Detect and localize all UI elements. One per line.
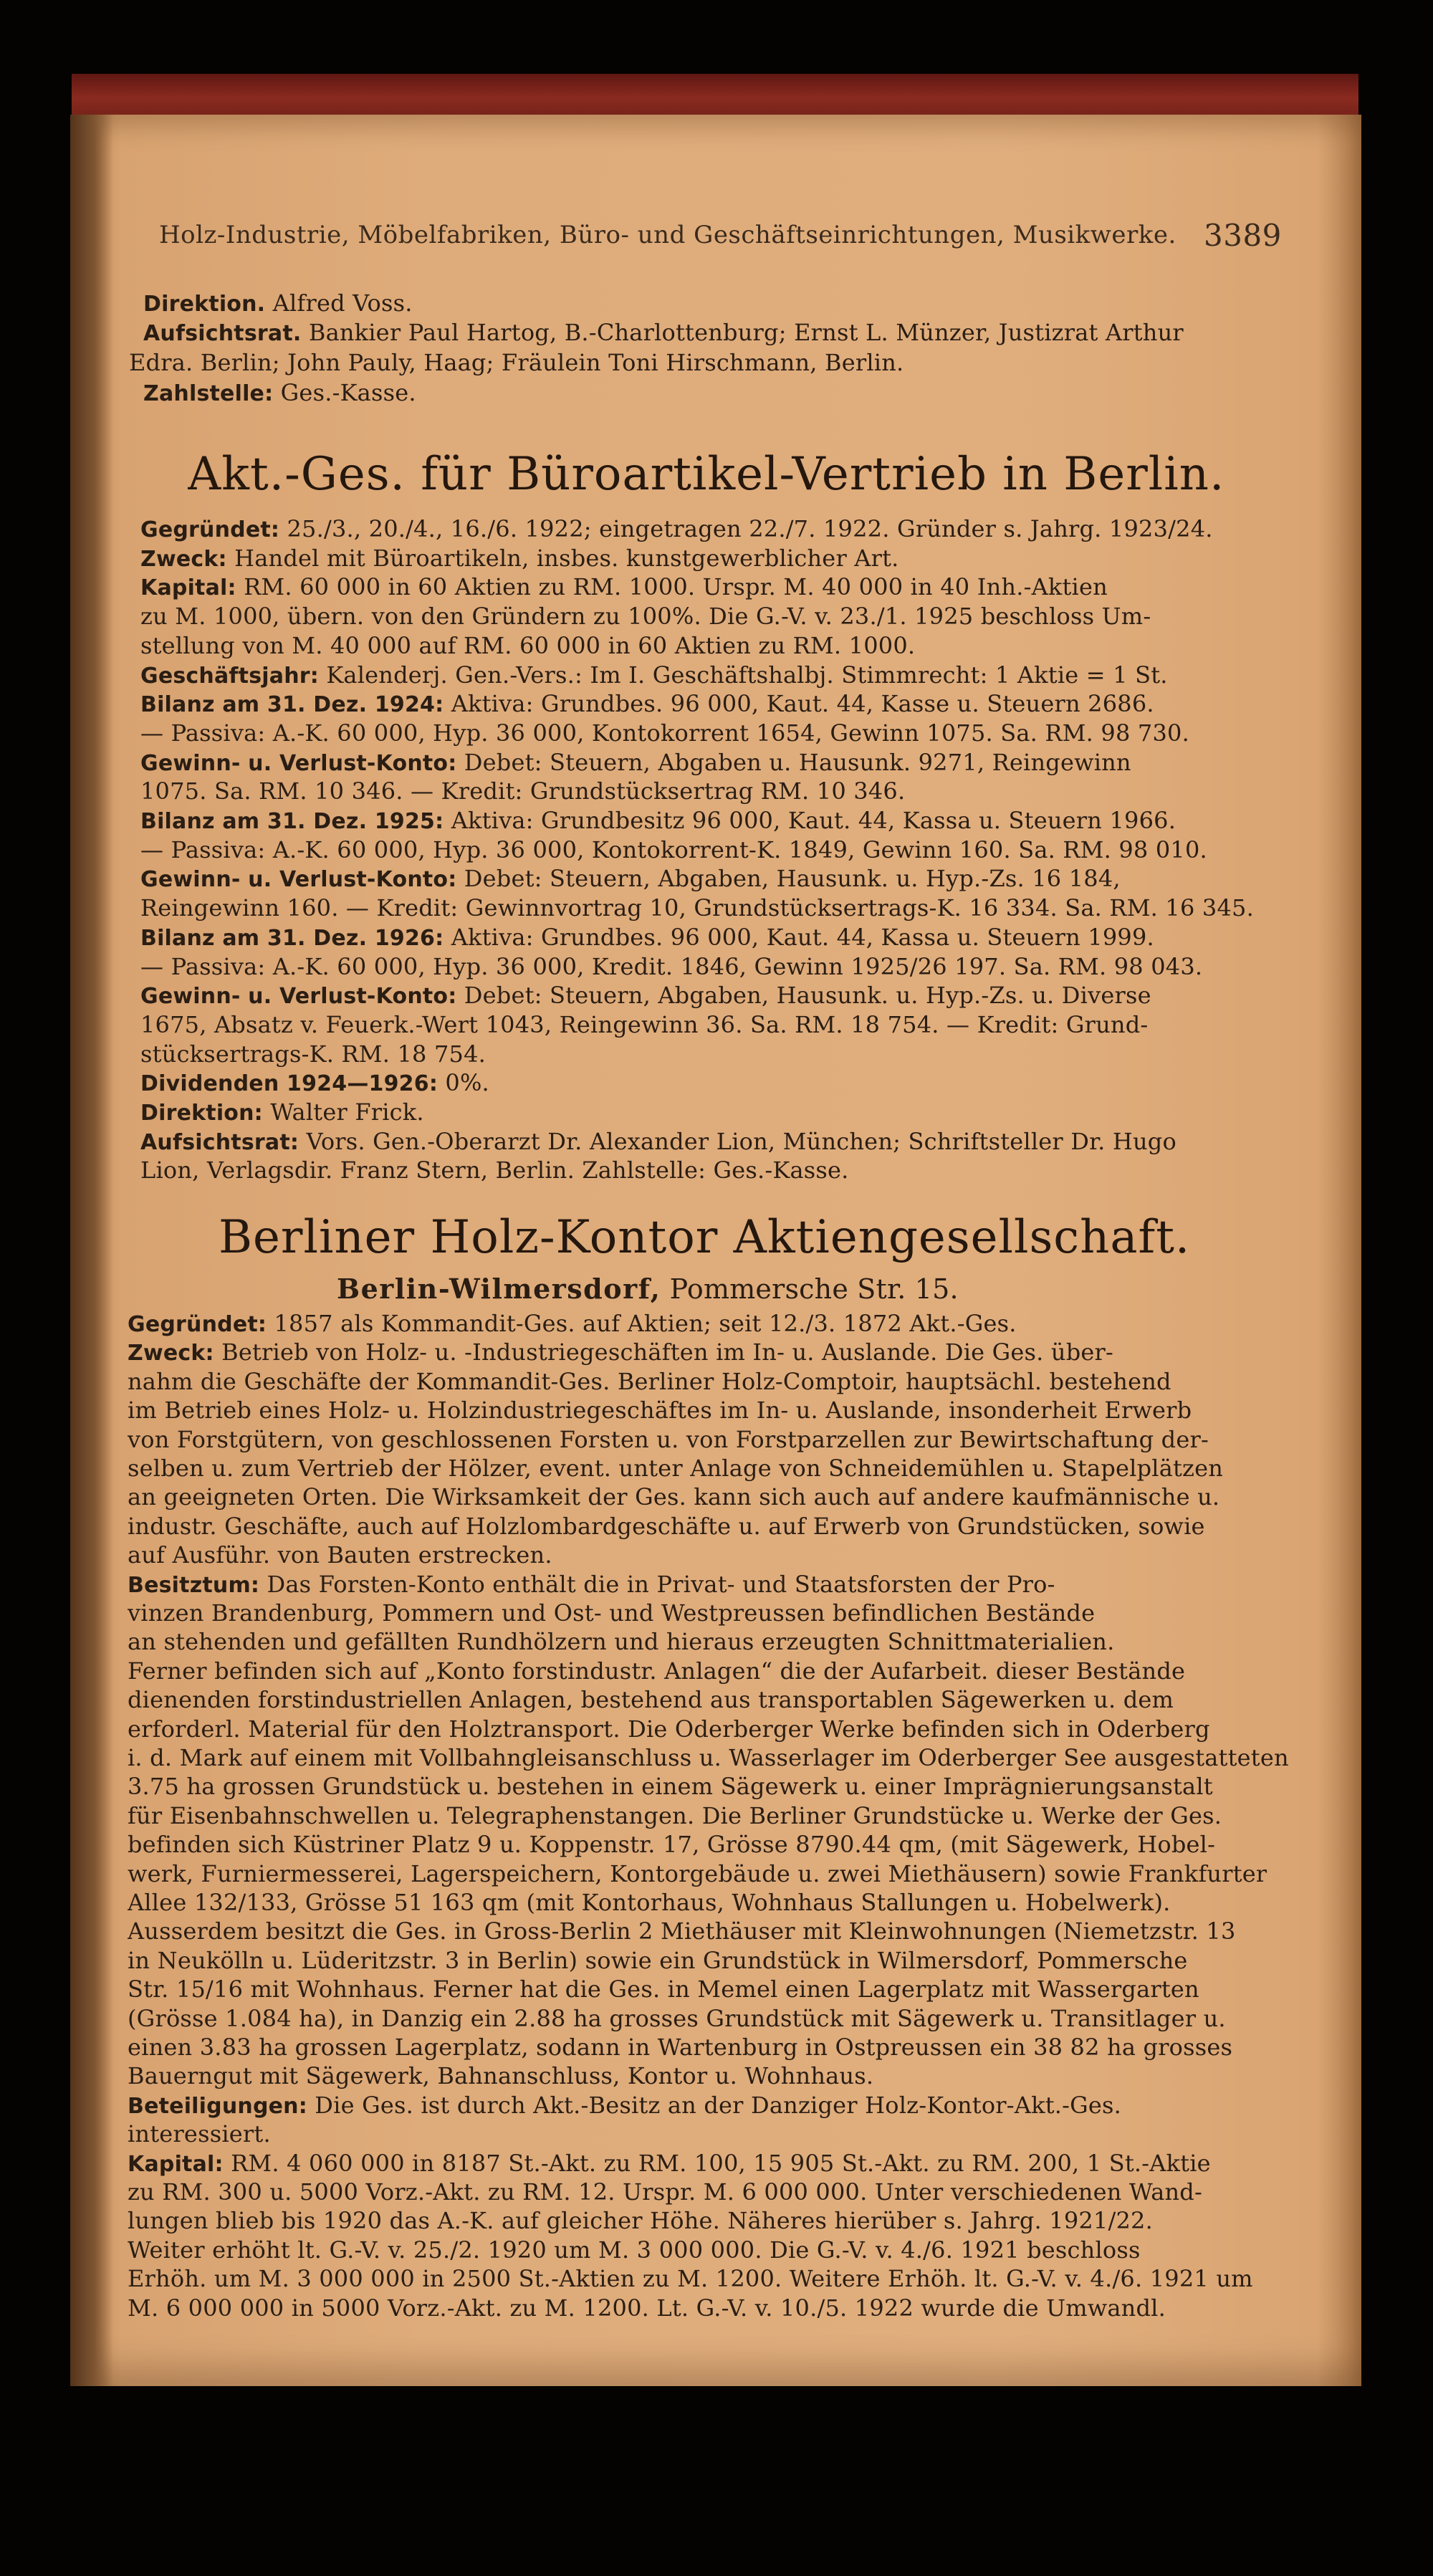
entry-label: Gegründet: [140,517,280,542]
entry-text: dienenden forstindustriellen Anlagen, bestehend aus transportablen Sägewerken u. dem [128,1686,1174,1714]
entry-text: Vors. Gen.-Oberarzt Dr. Alexander Lion, München; Schriftsteller Dr. Hugo [306,1127,1176,1155]
text-line [140,923,1154,953]
entry-text: M. 6 000 000 in 5000 Vorz.-Akt. zu M. 1200. Lt. G.-V. v. 10./5. 1922 wurde die Umwandl. [128,2294,1166,2322]
entry-label: Beteiligungen: [128,2093,307,2119]
text-line [128,2004,1226,2033]
entry-text: 1857 als Kommandit-Ges. auf Aktien; seit 12./3. 1872 Akt.-Ges. [274,1310,1017,1337]
text-line [128,1309,1017,1339]
direktion-text: Alfred Voss. [272,289,413,317]
text-line [140,661,1168,691]
text-line [128,1396,1192,1425]
entry-label: Gewinn- u. Verlust-Konto: [140,867,457,893]
text-line [128,1367,1171,1396]
entry-text: Reingewinn 160. — Kredit: Gewinnvortrag 10, Grundstücksertrags-K. 16 334. Sa. RM. 16 345. [140,894,1254,922]
entry-text: lungen blieb bis 1920 das A.-K. auf gleicher Höhe. Näheres hierüber s. Jahrg. 1921/22. [128,2207,1153,2235]
entry-text: werk, Furniermesserei, Lagerspeichern, Kontorgebäude u. zwei Miethäusern) sowie Frankfurter [128,1859,1267,1887]
text-line [140,1068,489,1098]
text-line [140,573,1108,603]
zahlstelle-label: Zahlstelle: [143,381,274,406]
text-line [128,2033,1232,2062]
entry-label: Aufsichtsrat: [140,1129,299,1155]
text-line [128,2236,1141,2264]
entry-text: (Grösse 1.084 ha), in Danzig ein 2.88 ha grosses Grundstück mit Sägewerk u. Transitlager u. [128,2004,1226,2032]
entry-text: Debet: Steuern, Abgaben u. Hausunk. 9271, Reingewinn [464,748,1131,776]
text-line [128,1425,1209,1454]
zahlstelle-text: Ges.-Kasse. [280,379,416,406]
entry-text: Aktiva: Grundbesitz 96 000, Kaut. 44, Kassa u. Steuern 1966. [451,807,1176,834]
page-number: 3389 [1204,219,1282,252]
text-line [128,2062,873,2090]
entry-text: zu RM. 300 u. 5000 Vorz.-Akt. zu RM. 12. Urspr. M. 6 000 000. Unter verschiedenen Wand- [128,2178,1202,2206]
text-line [140,1156,849,1184]
text-line [140,689,1154,719]
section2-location [337,1273,959,1306]
text-line [140,981,1151,1011]
entry-text: i. d. Mark auf einem mit Vollbahngleisanschluss u. Wasserlager im Oderberger See ausgestatteten [128,1744,1289,1771]
entry-text: stücksertrags-K. RM. 18 754. [140,1040,487,1068]
text-line [128,2264,1253,2293]
text-line [128,2178,1202,2206]
text-line [140,1040,486,1068]
entry-text: Str. 15/16 mit Wohnhaus. Ferner hat die Ges. in Memel einen Lagerplatz mit Wassergarten [128,1976,1199,2003]
text-line [128,1657,1185,1685]
entry-text: vinzen Brandenburg, Pommern und Ost- und Westpreussen befindlichen Bestände [128,1599,1096,1627]
text-line [140,514,1213,545]
direktion-label: Direktion. [143,292,266,317]
aufsichtsrat-line [143,318,1184,348]
entry-text: 3.75 ha grossen Grundstück u. bestehen in einem Sägewerk u. einer Imprägnierungsanstalt [128,1773,1213,1801]
entry-text: im Betrieb eines Holz- u. Holzindustriegeschäftes im In- u. Auslande, insonderheit Erwerb [128,1397,1192,1425]
entry-text: in Neukölln u. Lüderitzstr. 3 in Berlin) sowie ein Grundstück in Wilmersdorf, Pommersche [128,1946,1188,1974]
entry-text: Bauerngut mit Sägewerk, Bahnanschluss, Kontor u. Wohnhaus. [128,2062,874,2090]
text-line [128,1859,1267,1888]
text-line [128,2149,1211,2179]
section2-title: Berliner Holz-Kontor Aktiengesellschaft. [219,1211,1191,1264]
text-line [140,1127,1176,1157]
entry-label: Kapital: [128,2151,224,2177]
entry-text: Allee 132/133, Grösse 51 163 qm (mit Kontorhaus, Wohnhaus Stallungen u. Hobelwerk). [128,1889,1171,1916]
entry-text: für Eisenbahnschwellen u. Telegraphenstangen. Die Berliner Grundstücke u. Werke der Ges. [128,1801,1222,1829]
section1-title: Akt.-Ges. für Büroartikel-Vertrieb in Berlin. [188,448,1225,501]
text-line [140,631,915,660]
entry-text: 1675, Absatz v. Feuerk.-Wert 1043, Reingewinn 36. Sa. RM. 18 754. — Kredit: Grund- [140,1010,1149,1038]
entry-text: Debet: Steuern, Abgaben, Hausunk. u. Hyp.-Zs. u. Diverse [464,982,1151,1010]
text-line [128,1685,1174,1714]
text-line [128,1917,1236,1945]
text-line [128,2206,1153,2235]
text-line [128,1599,1095,1627]
entry-label: Besitztum: [128,1572,260,1598]
entry-text: Betrieb von Holz- u. -Industriegeschäften im In- u. Auslande. Die Ges. über- [221,1339,1114,1366]
entry-label: Dividenden 1924—1926: [140,1071,438,1097]
entry-text: Handel mit Büroartikeln, insbes. kunstgewerblicher Art. [234,544,899,572]
text-line [140,602,1151,631]
entry-label: Zweck: [140,546,227,572]
text-line [128,1888,1171,1917]
entry-text: nahm die Geschäfte der Kommandit-Ges. Berliner Holz-Comptoir, hauptsächl. bestehend [128,1367,1171,1395]
text-line [128,1975,1199,2003]
entry-text: stellung von M. 40 000 auf RM. 60 000 in 60 Aktien zu RM. 1000. [140,631,916,659]
entry-text: — Passiva: A.-K. 60 000, Hyp. 36 000, Kontokorrent 1654, Gewinn 1075. Sa. RM. 98 730. [140,719,1189,747]
entry-text: 25./3., 20./4., 16./6. 1922; eingetragen 22./7. 1922. Gründer s. Jahrg. 1923/24. [287,515,1213,542]
entry-text: interessiert. [128,2120,271,2148]
entry-text: Aktiva: Grundbes. 96 000, Kaut. 44, Kassa u. Steuern 1999. [451,923,1154,951]
entry-text: an geeigneten Orten. Die Wirksamkeit der Ges. kann sich auch auf andere kaufmännische u. [128,1483,1220,1511]
entry-text: an stehenden und gefällten Rundhölzern und hieraus erzeugten Schnittmaterialien. [128,1628,1115,1656]
entry-text: erforderl. Material für den Holztransport. Die Oderberger Werke befinden sich in Oderberg [128,1715,1210,1743]
entry-text: — Passiva: A.-K. 60 000, Hyp. 36 000, Kredit. 1846, Gewinn 1925/26 197. Sa. RM. 98 043. [140,952,1203,980]
text-line [128,1454,1223,1483]
text-line [128,1830,1215,1859]
text-line [128,2091,1121,2121]
entry-label: Zweck: [128,1341,214,1366]
entry-label: Bilanz am 31. Dez. 1924: [140,692,444,718]
entry-text: Ausserdem besitzt die Ges. in Gross-Berlin 2 Miethäuser mit Kleinwohnungen (Niemetzstr. 13 [128,1917,1236,1945]
text-line [128,1338,1113,1368]
aufsichtsrat-text-1: Bankier Paul Hartog, B.-Charlottenburg; Ernst L. Münzer, Justizrat Arthur [308,319,1184,346]
text-line [128,1627,1114,1656]
entry-text: Weiter erhöht lt. G.-V. v. 25./2. 1920 um M. 3 000 000. Die G.-V. v. 4./6. 1921 beschloss [128,2236,1141,2264]
text-line [140,1098,424,1128]
entry-text: befinden sich Küstriner Platz 9 u. Koppenstr. 17, Grösse 8790.44 qm, (mit Sägewerk, Hobel- [128,1831,1216,1859]
text-line [140,719,1189,747]
text-line [140,835,1207,864]
entry-label: Gegründet: [128,1312,267,1337]
entry-label: Bilanz am 31. Dez. 1926: [140,925,444,951]
entry-label: Gewinn- u. Verlust-Konto: [140,750,457,776]
entry-text: Die Ges. ist durch Akt.-Besitz an der Danziger Holz-Kontor-Akt.-Ges. [315,2091,1122,2119]
entry-text: Erhöh. um M. 3 000 000 in 2500 St.-Aktien zu M. 1200. Weitere Erhöh. lt. G.-V. v. 4./6. 1921 um [128,2265,1253,2293]
entry-text: RM. 4 060 000 in 8187 St.-Akt. zu RM. 100, 15 905 St.-Akt. zu RM. 200, 1 St.-Aktie [231,2149,1211,2177]
text-line [140,864,1121,894]
entry-text: Das Forsten-Konto enthält die in Privat- und Staatsforsten der Pro- [267,1570,1055,1598]
text-line [140,806,1176,836]
entry-label: Gewinn- u. Verlust-Konto: [140,984,457,1010]
entry-text: 0%. [445,1069,489,1097]
text-line [140,777,905,805]
text-line [128,1483,1219,1511]
entry-text: Kalenderj. Gen.-Vers.: Im I. Geschäftshalbj. Stimmrecht: 1 Aktie = 1 St. [326,661,1168,689]
entry-label: Bilanz am 31. Dez. 1925: [140,809,444,834]
aufsichtsrat-text-2: Edra. Berlin; John Pauly, Haag; Fräulein Toni Hirschmann, Berlin. [129,349,904,376]
running-title: Holz-Industrie, Möbelfabriken, Büro- und Geschäftseinrichtungen, Musikwerke. [159,221,1176,249]
location-city: Berlin-Wilmersdorf, [337,1273,661,1305]
text-line [140,952,1202,981]
entry-label: Kapital: [140,575,236,601]
text-line [140,748,1131,778]
text-line [128,1743,1289,1772]
text-line [128,1512,1205,1541]
entry-text: von Forstgütern, von geschlossenen Forsten u. von Forstparzellen zur Bewirtschaftung der- [128,1425,1209,1453]
text-line [128,1541,552,1569]
zahlstelle-line [143,378,416,408]
entry-text: selben u. zum Vertrieb der Hölzer, event. unter Anlage von Schneidemühlen u. Stapelplätzen [128,1455,1224,1482]
text-line [128,1570,1055,1600]
text-line [128,1946,1188,1975]
text-line [140,1010,1148,1039]
text-line [128,1715,1210,1743]
entry-text: Walter Frick. [270,1098,424,1126]
entry-text: — Passiva: A.-K. 60 000, Hyp. 36 000, Kontokorrent-K. 1849, Gewinn 160. Sa. RM. 98 010. [140,835,1207,863]
aufsichtsrat-label: Aufsichtsrat. [143,321,302,346]
text-line [140,894,1254,922]
entry-text: Aktiva: Grundbes. 96 000, Kaut. 44, Kasse u. Steuern 2686. [451,690,1154,718]
entry-label: Geschäftsjahr: [140,663,319,689]
text-line [128,2120,271,2148]
text-line [140,544,899,574]
entry-text: industr. Geschäfte, auch auf Holzlombardgeschäfte u. auf Erwerb von Grundstücken, sowie [128,1512,1205,1540]
entry-label: Direktion: [140,1101,263,1126]
entry-text: RM. 60 000 in 60 Aktien zu RM. 1000. Urspr. M. 40 000 in 40 Inh.-Aktien [244,573,1108,601]
entry-text: Lion, Verlagsdir. Franz Stern, Berlin. Zahlstelle: Ges.-Kasse. [140,1157,849,1184]
entry-text: zu M. 1000, übern. von den Gründern zu 100%. Die G.-V. v. 23./1. 1925 beschloss Um- [140,603,1151,631]
entry-text: einen 3.83 ha grossen Lagerplatz, sodann in Wartenburg in Ostpreussen ein 38 82 ha grosses [128,2034,1233,2061]
entry-text: 1075. Sa. RM. 10 346. — Kredit: Grundstücksertrag RM. 10 346. [140,777,906,805]
entry-text: auf Ausführ. von Bauten erstrecken. [128,1541,552,1569]
text-line [128,1772,1213,1801]
location-street: Pommersche Str. 15. [669,1273,959,1305]
text-line [128,1801,1222,1830]
entry-text: Debet: Steuern, Abgaben, Hausunk. u. Hyp.-Zs. 16 184, [464,865,1121,893]
direktion-line [143,289,413,319]
text-line [128,2294,1166,2322]
entry-text: Ferner befinden sich auf „Konto forstindustr. Anlagen“ die der Aufarbeit. dieser Bestände [128,1657,1186,1685]
